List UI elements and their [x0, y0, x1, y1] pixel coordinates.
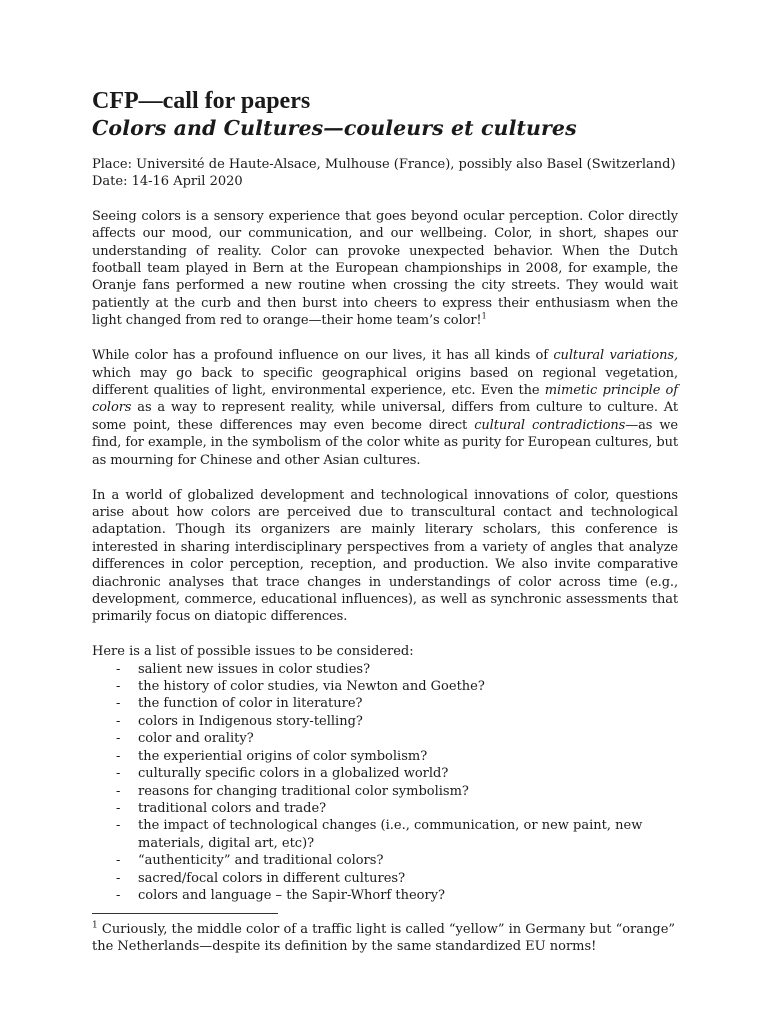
list-dash: - — [116, 696, 121, 712]
list-dash: - — [116, 887, 121, 903]
issue-text: sacred/focal colors in different cultures? — [138, 870, 406, 886]
paragraph-variations — [92, 347, 678, 469]
paragraph-intro — [92, 208, 678, 330]
issue-text: salient new issues in color studies? — [138, 661, 371, 677]
emphasis-cultural-contradictions: cultural contradictions — [474, 417, 626, 433]
issue-text: culturally specific colors in a globalized world? — [138, 766, 449, 782]
footnote — [92, 921, 682, 956]
issue-text: colors in Indigenous story-telling? — [138, 713, 363, 729]
issue-text: “authenticity” and traditional colors? — [138, 853, 384, 869]
issues-list-intro: Here is a list of possible issues to be considered: — [92, 644, 414, 660]
footnote-number: 1 — [92, 920, 98, 931]
issue-text: the experiential origins of color symbolism? — [138, 748, 428, 764]
event-place: Place: Université de Haute-Alsace, Mulhouse (France), possibly also Basel (Switzerland) — [92, 157, 676, 172]
paragraph-intro-text: Seeing colors is a sensory experience that goes beyond ocular perception. Color directly affects our mood, our communication, and our wellbeing. Color, in short, shapes our understanding of reality. Color can provoke unexpected behavior. When the Dutch football team played in Bern at the European championships in 2008, for example, the Oranje fans performed a new routine when crossing the city streets. They would wait patiently at the curb and then burst into cheers to express their enthusiasm when the light changed from red to orange—their home team’s color! — [92, 208, 678, 329]
page-subtitle: Colors and Cultures—couleurs et cultures — [92, 116, 577, 140]
paragraph-variations-part1: While color has a profound influence on our lives, it has all kinds of — [92, 348, 554, 364]
issue-list-item — [92, 800, 678, 817]
issue-text: traditional colors and trade? — [138, 800, 327, 816]
list-dash: - — [116, 766, 121, 782]
list-dash: - — [116, 661, 121, 677]
issue-list-item — [92, 783, 678, 800]
issue-list-item — [92, 730, 678, 747]
paragraph-variations-part3: as a way to represent reality, while universal, differs from culture to culture. At some point, these differences may even become direct — [92, 400, 678, 433]
issue-list-item — [92, 887, 678, 904]
footnote-divider — [92, 913, 278, 914]
event-meta — [92, 156, 678, 191]
list-dash: - — [116, 679, 121, 695]
page-title: CFP—call for papers — [92, 88, 311, 114]
issue-text: reasons for changing traditional color symbolism? — [138, 783, 469, 799]
issue-text: the function of color in literature? — [138, 696, 363, 712]
emphasis-mimetic-principle: mimetic principle of colors — [92, 382, 678, 416]
footnote-reference[interactable]: 1 — [481, 311, 487, 321]
issue-list-item — [92, 852, 678, 869]
issue-list-item — [92, 695, 678, 712]
issue-list-item — [92, 870, 678, 887]
issue-text: the history of color studies, via Newton and Goethe? — [138, 679, 485, 695]
list-dash: - — [116, 818, 121, 834]
list-dash: - — [116, 800, 121, 816]
issue-list-item — [92, 765, 678, 782]
issues-list — [92, 661, 678, 905]
paragraph-variations-part4: —as we find, for example, in the symbolism of the color white as purity for European cultures, but as mourning for Chinese and other Asian cultures. — [92, 417, 679, 468]
list-dash: - — [116, 731, 121, 747]
list-dash: - — [116, 783, 121, 799]
list-dash: - — [116, 748, 121, 764]
paragraph-variations-part2: which may go back to specific geographical origins based on regional vegetation, different qualities of light, environmental experience, etc. Even the — [92, 365, 678, 398]
issue-text: color and orality? — [138, 731, 254, 747]
paragraph-globalization: In a world of globalized development and technological innovations of color, questions arise about how colors are perceived due to transcultural contact and technological adaptation. Though its organizers are mainly literary scholars, this conference is interested in sharing interdisciplinary perspectives from a variety of angles that analyze differences in color perception, reception, and production. We also invite comparative diachronic analyses that trace changes in understandings of color across time (e.g., development, commerce, educational influences), as well as synchronic assessments that primarily focus on diatopic differences. — [92, 487, 678, 625]
list-dash: - — [116, 853, 121, 869]
issue-list-item — [92, 748, 678, 765]
issue-list-item — [92, 661, 678, 678]
emphasis-cultural-variations: cultural variations, — [553, 348, 678, 364]
issue-list-item — [92, 817, 678, 852]
issue-list-item — [92, 678, 678, 695]
event-date: Date: 14-16 April 2020 — [92, 174, 243, 190]
list-dash: - — [116, 713, 121, 729]
issue-text: the impact of technological changes (i.e., communication, or new paint, new materials, digital art, etc)? — [138, 818, 643, 851]
footnote-text: Curiously, the middle color of a traffic light is called “yellow” in Germany but “orange” the Netherlands—despite its definition by the same standardized EU norms! — [92, 922, 676, 955]
issue-list-item — [92, 713, 678, 730]
list-dash: - — [116, 870, 121, 886]
issue-text: colors and language – the Sapir-Whorf theory? — [138, 887, 446, 903]
